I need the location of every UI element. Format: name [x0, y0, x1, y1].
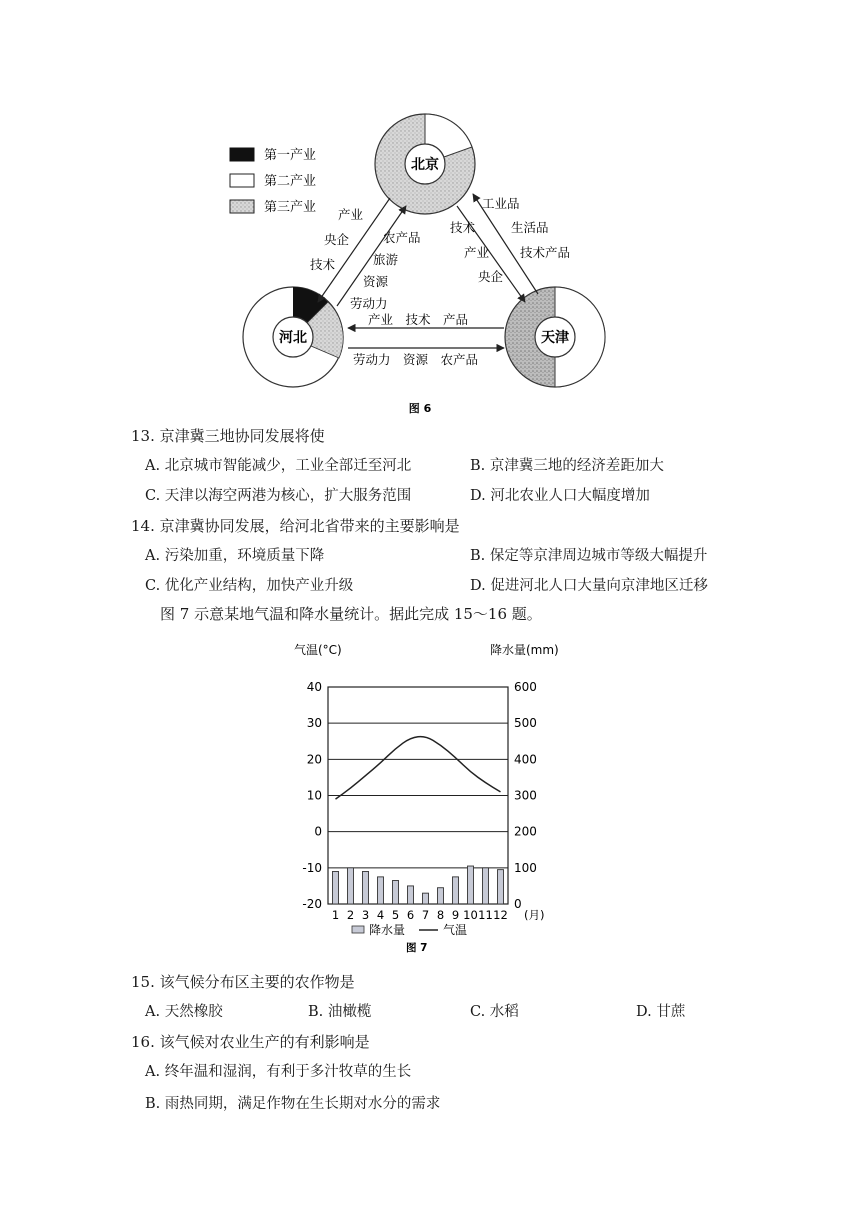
- question-15-option-a[interactable]: A. 天然橡胶: [145, 1004, 223, 1020]
- flow-beijing-to-hebei-labels: [310, 207, 364, 272]
- y-tick-right: 600: [514, 680, 537, 694]
- question-15-option-c[interactable]: C. 水稻: [470, 1004, 519, 1020]
- question-14-option-a[interactable]: A. 污染加重，环境质量下降: [145, 548, 325, 564]
- y-tick-right: 100: [514, 860, 537, 875]
- question-13-option-b[interactable]: B. 京津冀三地的经济差距加大: [470, 458, 664, 474]
- precipitation-bar: [393, 880, 399, 904]
- precipitation-bar: [468, 866, 474, 904]
- node-hebei: 河北: [279, 330, 307, 346]
- precipitation-bar: [333, 871, 339, 904]
- chart-title: 图 7: [406, 942, 428, 954]
- legend-swatch-primary: [230, 148, 254, 161]
- flow-label: 技术: [450, 220, 476, 235]
- flow-hebei-to-beijing-labels: [350, 230, 421, 311]
- legend-swatch-secondary: [230, 174, 254, 187]
- y-tick-left: 20: [306, 752, 322, 767]
- node-tianjin: 天津: [541, 330, 569, 346]
- y-tick-right: 200: [514, 824, 537, 839]
- precipitation-bar: [453, 877, 459, 904]
- flow-label: 产业: [338, 207, 364, 222]
- y-tick-right: 0: [514, 897, 522, 911]
- x-tick-label: 12: [493, 908, 508, 922]
- precipitation-bars: [333, 866, 504, 904]
- question-15-stem: 15. 该气候分布区主要的农作物是: [131, 973, 355, 991]
- x-tick-label: 9: [451, 908, 460, 922]
- question-13-stem: 13. 京津冀三地协同发展将使: [131, 427, 325, 445]
- legend-swatch-precipitation: [352, 926, 364, 933]
- figure6-legend: [230, 147, 316, 215]
- x-tick-label: 2: [346, 908, 355, 922]
- question-14-stem: 14. 京津冀协同发展，给河北省带来的主要影响是: [131, 517, 460, 535]
- x-tick-label: 10: [463, 908, 478, 922]
- intro-15-16: 图 7 示意某地气温和降水量统计。据此完成 15～16 题。: [160, 605, 542, 623]
- precipitation-bar: [363, 871, 369, 904]
- x-tick-label: 8: [436, 908, 445, 922]
- question-13-option-d[interactable]: D. 河北农业人口大幅度增加: [470, 488, 650, 504]
- question-13-option-c[interactable]: C. 天津以海空两港为核心，扩大服务范围: [145, 488, 412, 504]
- x-tick-label: 7: [421, 908, 430, 922]
- legend-label-tertiary: 第三产业: [264, 200, 317, 215]
- question-15-option-b[interactable]: B. 油橄榄: [308, 1004, 372, 1020]
- flow-hebei-to-tianjin-label: 劳动力 资源 农产品: [353, 352, 479, 367]
- precipitation-bar: [483, 868, 489, 904]
- precipitation-bar: [498, 870, 504, 904]
- tianjin-ring-chart: [505, 287, 605, 387]
- flow-label: 技术: [310, 257, 336, 272]
- figure-7-climate-chart: [280, 636, 560, 962]
- y-axis-right-label: 降水量(mm): [490, 643, 559, 657]
- x-tick-label: 5: [391, 908, 400, 922]
- node-beijing: 北京: [411, 157, 439, 173]
- y-tick-right: 500: [514, 716, 537, 731]
- flow-tianjin-to-hebei-label: 产业 技术 产品: [368, 312, 469, 327]
- question-16-option-b[interactable]: B. 雨热同期，满足作物在生长期对水分的需求: [145, 1096, 441, 1112]
- flow-label: 生活品: [511, 220, 549, 235]
- y-tick-left: 40: [306, 680, 322, 694]
- precipitation-bar: [438, 888, 444, 904]
- question-16-stem: 16. 该气候对农业生产的有利影响是: [131, 1033, 370, 1051]
- y-tick-left: -20: [302, 897, 322, 911]
- x-tick-label: 4: [376, 908, 385, 922]
- hebei-ring-chart: [243, 287, 343, 387]
- figure6-caption: 图 6: [408, 402, 432, 415]
- flow-label: 工业品: [482, 196, 520, 211]
- question-14-option-d[interactable]: D. 促进河北人口大量向京津地区迁移: [470, 578, 708, 594]
- y-tick-left: 0: [314, 824, 322, 839]
- y-tick-right: 400: [514, 752, 537, 767]
- y-tick-left: -10: [302, 860, 322, 875]
- x-tick-label: 3: [361, 908, 370, 922]
- x-axis-unit: (月): [524, 908, 545, 922]
- precipitation-bar: [423, 893, 429, 904]
- legend-label-primary: 第一产业: [264, 148, 317, 163]
- flow-label: 央企: [324, 232, 350, 247]
- chart-grid: [328, 687, 508, 904]
- flow-label: 旅游: [373, 252, 399, 267]
- y-tick-right: 300: [514, 788, 537, 803]
- legend-label-secondary: 第二产业: [264, 174, 317, 189]
- x-tick-label: 1: [331, 908, 340, 922]
- legend-label-temperature: 气温: [443, 923, 468, 937]
- question-14-option-b[interactable]: B. 保定等京津周边城市等级大幅提升: [470, 548, 708, 564]
- flow-label: 劳动力: [350, 296, 388, 311]
- x-tick-label: 11: [478, 908, 493, 922]
- question-16-option-a[interactable]: A. 终年温和湿润，有利于多汁牧草的生长: [145, 1064, 412, 1080]
- flow-label: 农产品: [383, 230, 421, 245]
- figure-6-diagram: [220, 106, 620, 418]
- question-15-option-d[interactable]: D. 甘蔗: [636, 1004, 686, 1020]
- y-axis-left-label: 气温(°C): [294, 643, 342, 657]
- legend-swatch-tertiary: [230, 200, 254, 213]
- y-tick-left: 30: [306, 716, 322, 731]
- flow-label: 技术产品: [520, 245, 571, 260]
- flow-label: 产业: [464, 245, 490, 260]
- precipitation-bar: [378, 877, 384, 904]
- flow-label: 资源: [363, 274, 389, 289]
- x-tick-label: 6: [406, 908, 415, 922]
- flow-label: 央企: [478, 269, 504, 284]
- temperature-curve: [336, 737, 501, 800]
- legend-label-precipitation: 降水量: [369, 923, 406, 937]
- temperature-line: [336, 737, 501, 800]
- precipitation-bar: [348, 868, 354, 904]
- question-14-option-c[interactable]: C. 优化产业结构，加快产业升级: [145, 578, 354, 594]
- precipitation-bar: [408, 886, 414, 904]
- question-13-option-a[interactable]: A. 北京城市智能减少，工业全部迁至河北: [145, 458, 412, 474]
- y-tick-left: 10: [306, 788, 322, 803]
